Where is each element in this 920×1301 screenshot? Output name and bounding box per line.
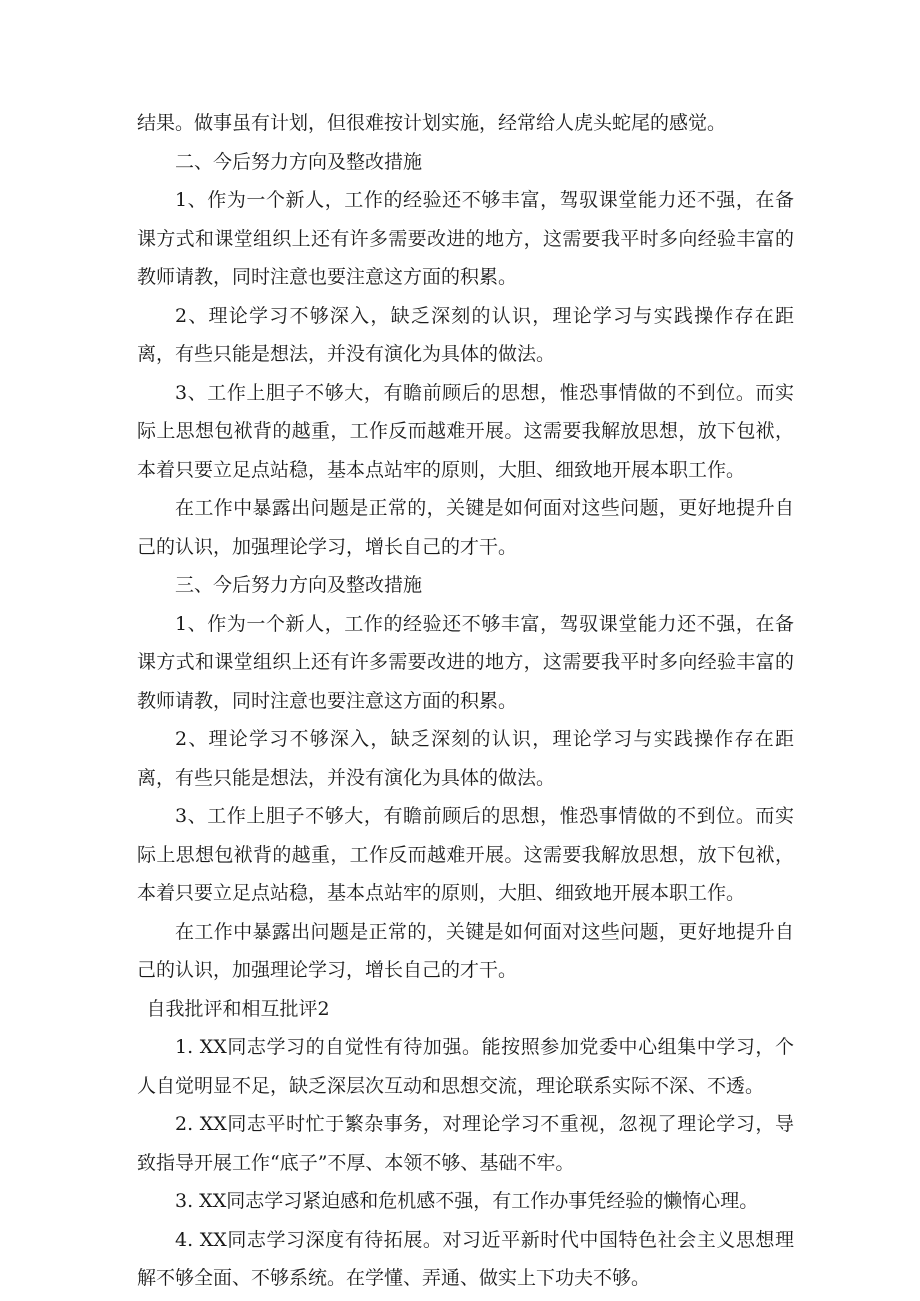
list-item: 4. XX同志学习深度有待拓展。对习近平新时代中国特色社会主义思想理解不够全面、不够系统。在学懂、弄通、做实上下功夫不够。	[137, 1228, 794, 1289]
subsection-title: 自我批评和相互批评2	[146, 997, 330, 1020]
document-body	[137, 104, 794, 1298]
paragraph-continuation: 结果。做事虽有计划，但很难按计划实施，经常给人虎头蛇尾的感觉。	[137, 112, 727, 134]
section-heading-3: 三、今后努力方向及整改措施	[175, 574, 423, 596]
paragraph: 1、作为一个新人，工作的经验还不够丰富，驾驭课堂能力还不强，在备课方式和课堂组织上还有许多需要改进的地方，这需要我平时多向经验丰富的教师请教，同时注意也要注意这方面的积累。	[137, 612, 794, 712]
paragraph: 3、工作上胆子不够大，有瞻前顾后的思想，惟恐事情做的不到位。而实际上思想包袱背的越重，工作反而越难开展。这需要我解放思想，放下包袱，本着只要立足点站稳，基本点站牢的原则，大胆、细致地开展本职工作。	[137, 381, 794, 481]
list-item: 2. XX同志平时忙于繁杂事务，对理论学习不重视，忽视了理论学习，导致指导开展工作“底子”不厚、本领不够、基础不牢。	[137, 1113, 794, 1174]
paragraph: 2、理论学习不够深入，缺乏深刻的认识，理论学习与实践操作存在距离，有些只能是想法，并没有演化为具体的做法。	[137, 728, 794, 789]
paragraph: 在工作中暴露出问题是正常的，关键是如何面对这些问题，更好地提升自己的认识，加强理论学习，增长自己的才干。	[137, 920, 794, 981]
paragraph: 2、理论学习不够深入，缺乏深刻的认识，理论学习与实践操作存在距离，有些只能是想法，并没有演化为具体的做法。	[137, 304, 794, 365]
section-heading-2: 二、今后努力方向及整改措施	[175, 150, 423, 173]
paragraph: 在工作中暴露出问题是正常的，关键是如何面对这些问题，更好地提升自己的认识，加强理论学习，增长自己的才干。	[137, 497, 794, 558]
paragraph: 3、工作上胆子不够大，有瞻前顾后的思想，惟恐事情做的不到位。而实际上思想包袱背的越重，工作反而越难开展。这需要我解放思想，放下包袱，本着只要立足点站稳，基本点站牢的原则，大胆、细致地开展本职工作。	[137, 805, 794, 904]
paragraph: 1、作为一个新人，工作的经验还不够丰富，驾驭课堂能力还不强，在备课方式和课堂组织上还有许多需要改进的地方，这需要我平时多向经验丰富的教师请教，同时注意也要注意这方面的积累。	[137, 189, 794, 288]
list-item: 3. XX同志学习紧迫感和危机感不强，有工作办事凭经验的懒惰心理。	[175, 1190, 759, 1212]
list-item: 1. XX同志学习的自觉性有待加强。能按照参加党委中心组集中学习，个人自觉明显不足，缺乏深层次互动和思想交流，理论联系实际不深、不透。	[137, 1036, 794, 1097]
